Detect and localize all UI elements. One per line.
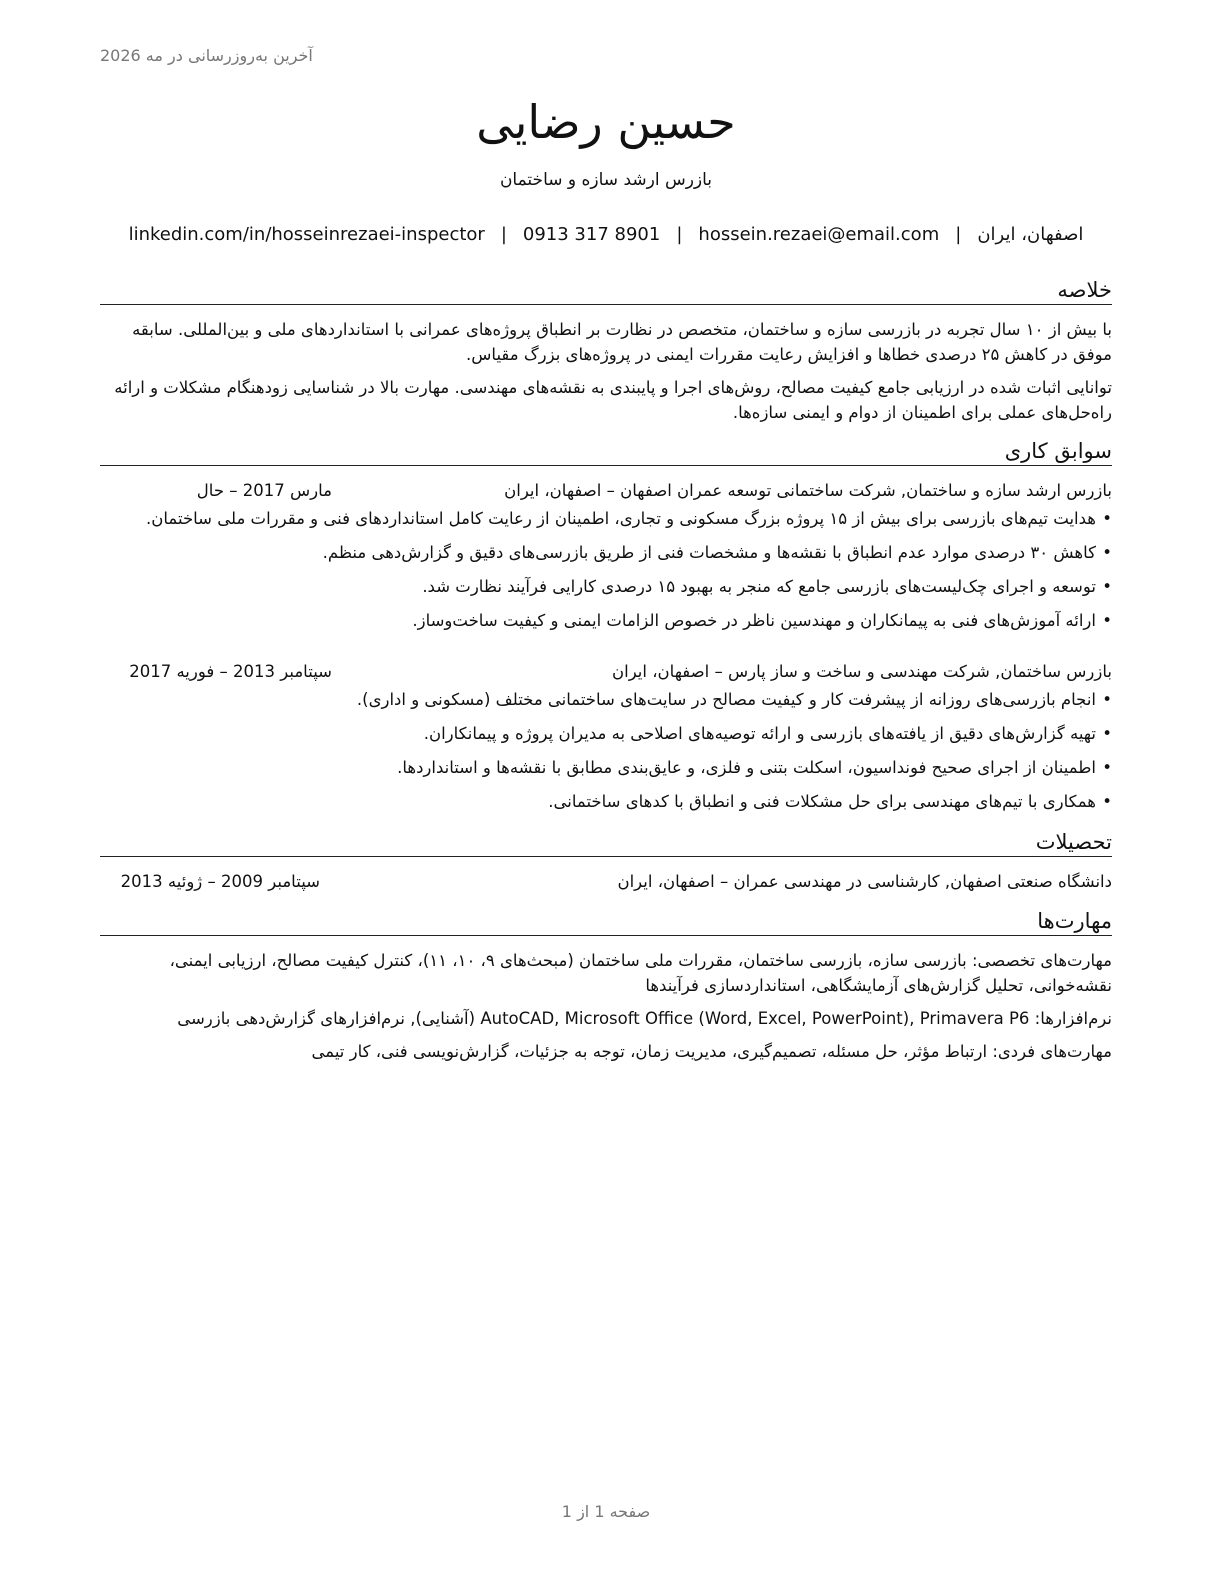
section-heading-skills: مهارت‌ها (100, 907, 1112, 936)
skills-line-software: نرم‌افزارها: AutoCAD, Microsoft Office (Word, Excel, PowerPoint), Primavera P6 (آشنایی), نرم‌افزارهای گزارش‌دهی بازرسی (177, 1009, 1112, 1028)
contact-location: اصفهان، ایران (977, 224, 1084, 245)
job-entry (100, 659, 1112, 814)
skills-line-soft: مهارت‌های فردی: ارتباط مؤثر، حل مسئله، تصمیم‌گیری، مدیریت زمان، توجه به جزئیات، گزارش‌نویسی فنی، کار تیمی (311, 1042, 1112, 1061)
contact-linkedin[interactable]: linkedin.com/in/hosseinrezaei-inspector (128, 224, 485, 245)
experience-section (100, 437, 1112, 814)
contact-separator: | (955, 224, 962, 245)
contact-email[interactable]: hossein.rezaei@email.com (698, 224, 940, 245)
job-bullet: • انجام بازرسی‌های روزانه از پیشرفت کار و کیفیت مصالح در سایت‌های ساختمانی مختلف (مسکونی و اداری). (100, 687, 1112, 712)
job-bullet: • اطمینان از اجرای صحیح فونداسیون، اسکلت بتنی و فلزی، و عایق‌بندی مطابق با نقشه‌ها و استانداردها. (100, 755, 1112, 780)
education-school-degree: دانشگاه صنعتی اصفهان, کارشناسی در مهندسی عمران – اصفهان، ایران (617, 872, 1112, 891)
job-title-company: بازرس ارشد سازه و ساختمان, شرکت ساختمانی توسعه عمران اصفهان – اصفهان، ایران (504, 481, 1112, 500)
skills-section (100, 907, 1112, 1064)
job-header (100, 478, 1112, 504)
resume-content (100, 276, 1112, 1072)
summary-paragraph: با بیش از ۱۰ سال تجربه در بازرسی سازه و ساختمان، متخصص در نظارت بر انطباق پروژه‌های عمرانی با استانداردهای ملی و بین‌المللی. سابقه موفق در کاهش ۲۵ درصدی خطاها و افزایش رعایت مقررات ایمنی در پروژه‌های بزرگ مقیاس. (132, 320, 1112, 364)
resume-page (100, 0, 1112, 1584)
job-title: بازرس ارشد سازه و ساختمان (499, 170, 713, 190)
person-name: حسین رضایی (476, 95, 736, 149)
education-entry (100, 869, 1112, 895)
summary-section (100, 276, 1112, 425)
skills-line-technical: مهارت‌های تخصصی: بازرسی سازه، بازرسی ساختمان، مقررات ملی ساختمان (مبحث‌های ۹، ۱۰، ۱۱)، کنترل کیفیت مصالح، ارزیابی ایمنی، نقشه‌خوانی، تحلیل گزارش‌های آزمایشگاهی، استانداردسازی فرآیندها (169, 951, 1112, 995)
job-dates: مارس 2017 – حال (196, 481, 332, 500)
job-bullets (100, 687, 1112, 814)
contact-separator: | (676, 224, 683, 245)
section-heading-summary: خلاصه (100, 276, 1112, 305)
contact-line (100, 222, 1112, 248)
job-header (100, 659, 1112, 685)
section-heading-experience: سوابق کاری (100, 437, 1112, 466)
contact-separator: | (500, 224, 507, 245)
last-updated-note: آخرین به‌روزرسانی در مه 2026 (100, 46, 313, 65)
job-title-company: بازرس ساختمان, شرکت مهندسی و ساخت و ساز پارس – اصفهان، ایران (612, 662, 1112, 681)
summary-paragraph: توانایی اثبات شده در ارزیابی جامع کیفیت مصالح، روش‌های اجرا و پایبندی به نقشه‌های مهندسی. مهارت بالا در شناسایی زودهنگام مشکلات و ارائه راه‌حل‌های عملی برای اطمینان از دوام و ایمنی سازه‌ها. (114, 378, 1112, 422)
job-bullets (100, 506, 1112, 633)
job-entry (100, 478, 1112, 633)
job-bullet: • هدایت تیم‌های بازرسی برای بیش از ۱۵ پروژه بزرگ مسکونی و تجاری، اطمینان از رعایت کامل استانداردهای فنی و مقررات ملی ساختمان. (100, 506, 1112, 531)
job-bullet: • ارائه آموزش‌های فنی به پیمانکاران و مهندسین ناظر در خصوص الزامات ایمنی و کیفیت ساخت‌وساز. (100, 608, 1112, 633)
page-number: صفحه 1 از 1 (561, 1502, 651, 1521)
resume-header (100, 94, 1112, 192)
job-bullet: • توسعه و اجرای چک‌لیست‌های بازرسی جامع که منجر به بهبود ۱۵ درصدی کارایی فرآیند نظارت شد. (100, 574, 1112, 599)
job-bullet: • همکاری با تیم‌های مهندسی برای حل مشکلات فنی و انطباق با کدهای ساختمانی. (100, 789, 1112, 814)
education-section (100, 828, 1112, 895)
job-bullet: • کاهش ۳۰ درصدی موارد عدم انطباق با نقشه‌ها و مشخصات فنی از طریق بازرسی‌های دقیق و گزارش‌دهی منظم. (100, 540, 1112, 565)
education-dates: سپتامبر 2009 – ژوئیه 2013 (120, 872, 320, 891)
job-bullet: • تهیه گزارش‌های دقیق از یافته‌های بازرسی و ارائه توصیه‌های اصلاحی به مدیران پروژه و پیمانکاران. (100, 721, 1112, 746)
contact-phone[interactable]: 0913 317 8901 (522, 224, 661, 245)
section-heading-education: تحصیلات (100, 828, 1112, 857)
job-dates: سپتامبر 2013 – فوریه 2017 (129, 662, 332, 681)
